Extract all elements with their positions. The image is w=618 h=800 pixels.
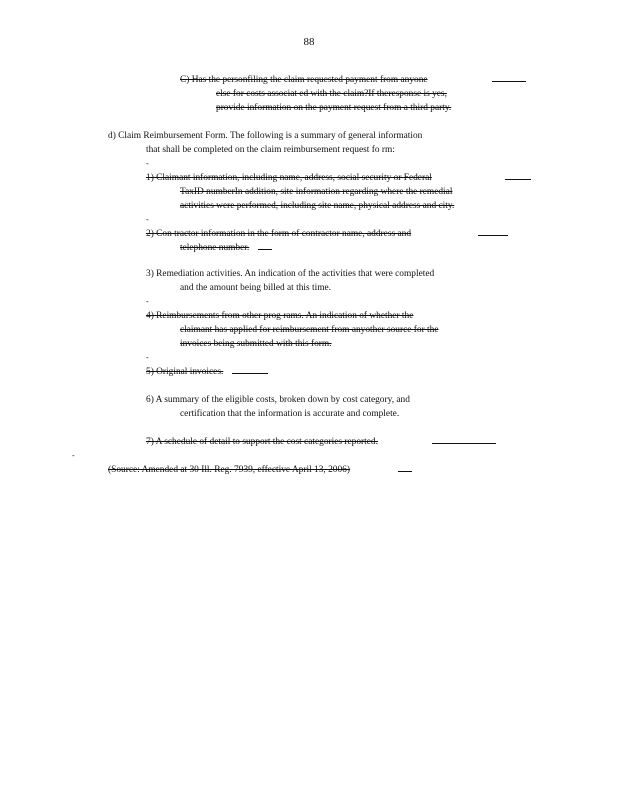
page-number: 88 (303, 36, 315, 48)
source-note: (Source: Amended at 30 Ill. Reg. 7939, effective April 13, 2006) (108, 465, 350, 475)
item-7-strike-tail (432, 443, 496, 444)
item-7-line-1: 7) A schedule of detail to support the cost categories reported. (146, 437, 378, 447)
change-marker: - (146, 215, 149, 224)
change-marker: - (72, 451, 75, 460)
item-2-strike-tail (258, 249, 272, 250)
item-d-line-1: d) Claim Reimbursement Form. The following is a summary of general information (108, 131, 423, 141)
item-d-line-2: that shall be completed on the claim reimbursement request fo rm: (146, 145, 395, 155)
item-2-line-1: 2) Con tractor information in the form of contractor name, address and (146, 229, 412, 239)
change-marker: - (146, 159, 149, 168)
item-1-strike-tail (505, 179, 531, 180)
item-3-line-1: 3) Remediation activities. An indication of the activities that were completed (146, 269, 435, 279)
item-5-line-1: 5) Original invoices. (146, 367, 224, 377)
item-6-line-2: certification that the information is accurate and complete. (180, 409, 400, 419)
item-2-line-2: telephone number. (180, 243, 250, 253)
item-1-line-2: TaxID numberIn addition, site information regarding where the remedial (180, 187, 453, 197)
item-3-line-2: and the amount being billed at this time. (180, 283, 332, 293)
change-marker: - (146, 297, 149, 306)
item-4-line-2: claimant has applied for reimbursement from anyother source for the (180, 325, 439, 335)
item-4-line-3: invoices being submitted with this form. (180, 339, 332, 349)
change-marker: - (146, 353, 149, 362)
item-c-line-3: provide information on the payment request from a third party. (216, 103, 452, 113)
item-c-strike-tail (492, 81, 526, 82)
item-1-line-1: 1) Claimant information, including name, address, social security or Federal (146, 173, 432, 183)
item-4-line-1: 4) Reimbursements from other prog rams. An indication of whether the (146, 311, 414, 321)
item-c-line-1: C) Has the personfiling the claim requested payment from anyone (180, 75, 428, 85)
item-c-line-2: else for costs associat ed with the claim?If theresponse is yes, (216, 89, 447, 99)
item-5-strike-tail (232, 373, 268, 374)
item-6-line-1: 6) A summary of the eligible costs, broken down by cost category, and (146, 395, 410, 405)
item-1-line-3: activities were performed, including site name, physical address and city. (180, 201, 455, 211)
source-note-strike-tail (398, 471, 412, 472)
item-2-strike-tail (478, 235, 508, 236)
